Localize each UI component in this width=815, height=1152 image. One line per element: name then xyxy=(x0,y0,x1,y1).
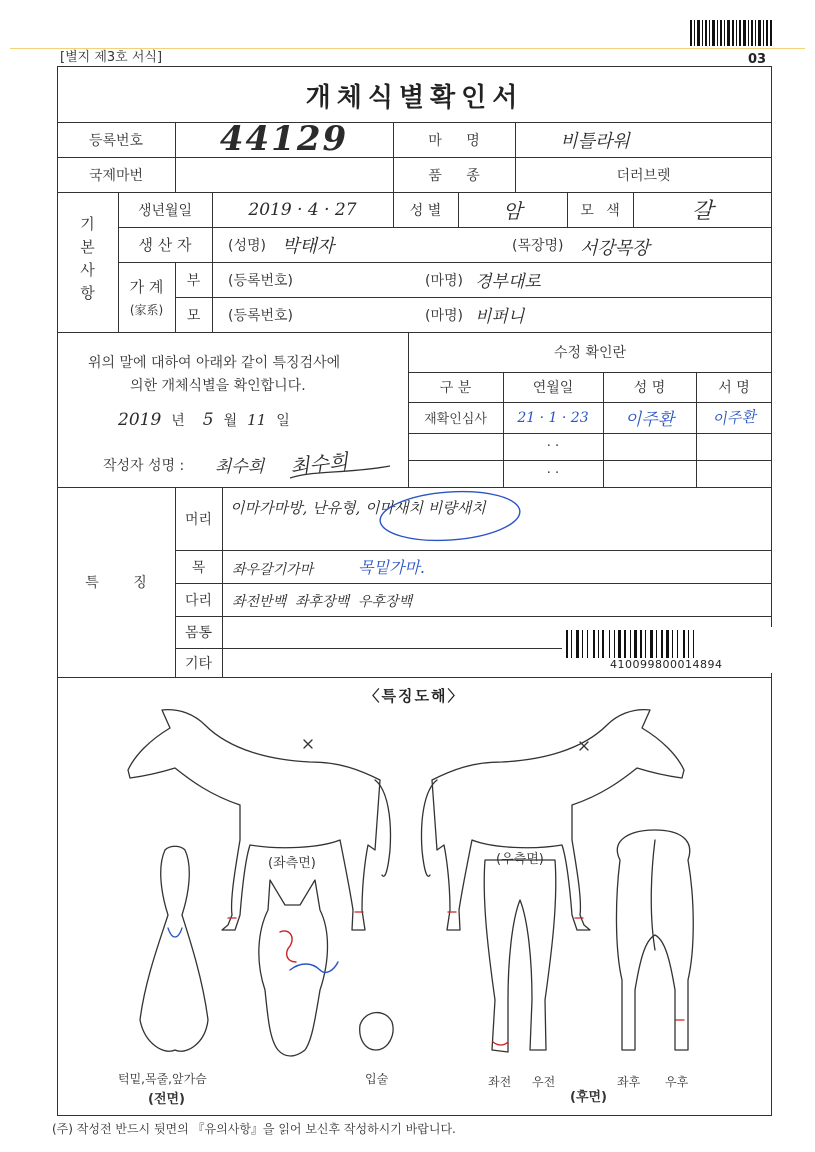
revision-row1-date: 21 · 1 · 23 xyxy=(517,409,589,426)
neck-label: 목 xyxy=(191,559,206,576)
writer-value: 최수희 xyxy=(215,457,265,477)
rear-view-horse xyxy=(616,830,693,1050)
footnote: (주) 작성전 반드시 뒷면의 『유의사항』을 읽어 보신후 작성하시기 바랍니다. xyxy=(52,1122,456,1136)
muzzle-label: 입술 xyxy=(365,1072,389,1086)
barcode-number: 410099800014894 xyxy=(610,658,723,671)
basic-section-label xyxy=(57,192,118,332)
right-side-horse xyxy=(432,710,684,930)
barcode-sticker xyxy=(562,627,772,673)
revision-col-type: 구 분 xyxy=(439,380,472,396)
legs-label: 다리 xyxy=(184,592,213,609)
left-fore-label: 좌전 xyxy=(488,1075,512,1089)
intl-no-label: 국제마번 xyxy=(88,167,144,184)
sex-value: 암 xyxy=(502,199,523,223)
dam-name-label: (마명) xyxy=(425,307,463,324)
farm-label: (목장명) xyxy=(512,237,564,254)
pedigree-text: 가 계 xyxy=(129,278,164,296)
revision-row3-date: · · xyxy=(546,466,560,481)
sire-name-value: 경부대로 xyxy=(475,272,541,292)
signature-stroke xyxy=(285,448,395,488)
confirm-statement-2: 의한 개체식별을 확인합니다. xyxy=(130,378,306,394)
writer-signature: 최수희 xyxy=(289,449,350,479)
farm-value: 서강목장 xyxy=(580,237,650,259)
horse-diagram xyxy=(90,700,740,1100)
confirm-date xyxy=(118,410,290,430)
dam-name-value: 비퍼니 xyxy=(475,307,525,327)
sire-name-label: (마명) xyxy=(425,272,463,289)
front-legs-view xyxy=(484,860,556,1052)
sex-label: 성 별 xyxy=(409,202,442,219)
body-label: 몸통 xyxy=(184,625,213,641)
head-value: 이마가마방, 난유형, 이마새치 비량새치 xyxy=(230,498,486,517)
birth-value: 2019 · 4 · 27 xyxy=(248,199,357,220)
horse-name-value: 비틀라워 xyxy=(560,130,630,152)
right-side-label: (우측면) xyxy=(496,852,544,867)
front-caption: 턱밑,목줄,앞가슴 xyxy=(118,1072,207,1086)
revision-col-name: 성 명 xyxy=(633,380,666,396)
neck-value-added: 목밑가마. xyxy=(358,558,425,577)
producer-name-label: (성명) xyxy=(228,237,266,254)
sire-label: 부 xyxy=(186,272,201,289)
producer-label: 생 산 자 xyxy=(138,236,192,254)
features-section-label: 특 징 xyxy=(85,575,147,591)
etc-label: 기타 xyxy=(184,655,213,672)
diagram-title: 〈특징도해〉 xyxy=(364,686,465,705)
producer-name-value: 박태자 xyxy=(282,235,335,257)
left-hind-label: 좌후 xyxy=(617,1075,641,1089)
left-side-horse xyxy=(128,710,380,930)
revision-col-sign: 서 명 xyxy=(718,380,750,396)
revision-col-date: 연월일 xyxy=(532,380,574,396)
header-rule xyxy=(10,48,805,49)
confirm-statement-1: 위의 말에 대하여 아래와 같이 특징검사에 xyxy=(88,355,341,371)
legs-value: 좌전반백 좌후장백 우후장백 xyxy=(232,593,413,610)
revision-row1-sign: 이주환 xyxy=(711,407,757,429)
page-number: 03 xyxy=(748,52,767,67)
birth-label: 생년월일 xyxy=(137,202,193,219)
basic-section-text: 기본사항 xyxy=(78,216,96,308)
confirm-day: 11 xyxy=(247,411,267,429)
confirm-day-unit: 일 xyxy=(276,413,290,429)
right-hind-label: 우후 xyxy=(665,1075,689,1089)
head-circle-mark xyxy=(375,486,525,548)
page-title: 개체식별확인서 xyxy=(305,82,524,113)
color-label: 모 색 xyxy=(580,202,620,219)
confirm-year: 2019 xyxy=(118,410,162,430)
sticker-barcode xyxy=(566,630,771,658)
revision-row1-name: 이주환 xyxy=(624,410,675,430)
reg-no-label: 등록번호 xyxy=(88,132,144,149)
horse-name-label: 마 명 xyxy=(428,132,480,149)
confirm-year-unit: 년 xyxy=(171,413,185,429)
dam-reg-label: (등록번호) xyxy=(228,307,294,324)
muzzle-view xyxy=(360,1013,393,1050)
revision-row1-type: 재확인심사 xyxy=(424,412,487,427)
breed-label: 품 종 xyxy=(428,167,480,184)
sire-reg-label: (등록번호) xyxy=(228,272,294,289)
neck-value: 좌우갈기가마 xyxy=(232,561,314,578)
confirm-month-unit: 월 xyxy=(223,413,238,429)
top-barcode xyxy=(690,20,772,46)
revision-row2-date: · · xyxy=(546,439,560,454)
form-tag: [별지 제3호 서식] xyxy=(60,50,163,65)
pedigree-hanja: (家系) xyxy=(129,303,164,317)
revision-title: 수정 확인란 xyxy=(553,345,627,361)
front-label: (전면) xyxy=(148,1092,185,1107)
dam-label: 모 xyxy=(186,307,201,324)
rear-label: (후면) xyxy=(570,1090,607,1105)
color-value: 갈 xyxy=(691,199,714,224)
pedigree-label xyxy=(118,262,175,332)
head-label: 머리 xyxy=(184,511,213,528)
left-side-label: (좌측면) xyxy=(268,856,316,871)
reg-no-value: 44129 xyxy=(219,119,349,159)
front-view-horse xyxy=(140,846,208,1051)
writer-label: 작성자 성명 : xyxy=(103,458,185,474)
breed-value: 더러브렛 xyxy=(616,167,671,184)
right-fore-label: 우전 xyxy=(532,1075,556,1089)
confirm-month: 5 xyxy=(202,410,214,430)
